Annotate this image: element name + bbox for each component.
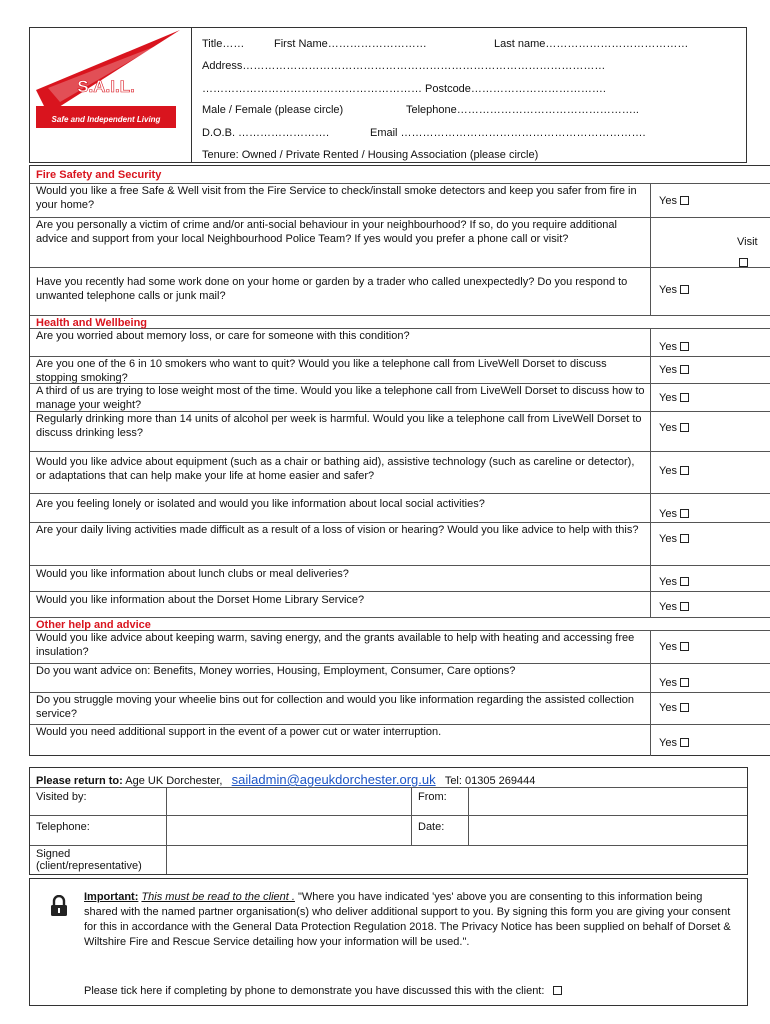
question-text: Regularly drinking more than 14 units of alcohol per week is harmful. Would you like a telephone call from LiveWell Dorset to discuss drinking less?	[36, 413, 642, 439]
important-lead: Important:	[84, 891, 139, 903]
answer-cell	[650, 357, 770, 383]
date-label-cell	[412, 816, 469, 845]
yes-label: Yes	[659, 195, 677, 207]
checkbox[interactable]	[680, 678, 689, 687]
yes-option[interactable]	[659, 422, 689, 434]
tenure-field[interactable]: Tenure: Owned / Private Rented / Housing Association (please circle)	[202, 149, 539, 161]
question-row	[30, 523, 770, 566]
checkbox[interactable]	[680, 534, 689, 543]
question-row	[30, 566, 770, 592]
return-label: Please return to:	[36, 775, 123, 787]
question-text: Are your daily living activities made difficult as a result of a loss of vision or hearing? Would you like advice to help with this?	[36, 524, 639, 536]
yes-label: Yes	[659, 341, 677, 353]
visited-row	[30, 788, 747, 816]
checkbox[interactable]	[680, 393, 689, 402]
question-text: Are you worried about memory loss, or care for someone with this condition?	[36, 330, 410, 342]
section-heading: Fire Safety and Security	[36, 169, 162, 181]
section-health-wellbeing	[30, 316, 770, 329]
from-label: From:	[418, 791, 447, 803]
yes-label: Yes	[659, 533, 677, 545]
yes-label: Yes	[659, 601, 677, 613]
question-row	[30, 357, 770, 384]
address-field[interactable]: Address………………………………………………………………………………………	[202, 60, 606, 72]
question-row	[30, 693, 770, 725]
answer-cell	[650, 384, 770, 411]
signed-text: Signed	[36, 848, 71, 860]
yes-option[interactable]	[659, 284, 689, 296]
yes-option[interactable]	[659, 533, 689, 545]
section-heading: Health and Wellbeing	[36, 317, 148, 329]
answer-cell	[650, 592, 770, 617]
visited-by-label: Visited by:	[36, 791, 87, 803]
question-text: Would you like advice about equipment (such as a chair or bathing aid), assistive technology (such as careline or detector), or adaptations that can help make your life at home easier and safer?	[36, 456, 635, 482]
yes-option[interactable]	[659, 508, 689, 520]
checkbox[interactable]	[680, 365, 689, 374]
return-org: Age UK Dorchester,	[125, 775, 223, 787]
return-details-table	[29, 767, 748, 875]
date-label: Date:	[418, 821, 445, 833]
answer-cell	[650, 631, 770, 663]
question-row	[30, 631, 770, 664]
checkbox[interactable]	[680, 738, 689, 747]
yes-label: Yes	[659, 392, 677, 404]
question-row	[30, 412, 770, 452]
answer-cell	[650, 494, 770, 522]
phone-tick-line	[84, 985, 562, 997]
visited-by-input[interactable]	[167, 788, 412, 815]
checkbox[interactable]	[680, 196, 689, 205]
checkbox[interactable]	[680, 577, 689, 586]
yes-option[interactable]	[659, 341, 689, 353]
yes-label: Yes	[659, 508, 677, 520]
visit-checkbox[interactable]	[739, 258, 748, 267]
yes-option[interactable]	[659, 702, 689, 714]
question-row	[30, 184, 770, 218]
telephone-field[interactable]: Telephone…………………………………………..	[406, 104, 639, 116]
return-telephone: Tel: 01305 269444	[444, 775, 536, 787]
question-text: Would you like information about lunch clubs or meal deliveries?	[36, 568, 349, 580]
question-row	[30, 329, 770, 357]
question-row	[30, 592, 770, 618]
visit-label: Visit	[737, 236, 758, 248]
answer-cell	[650, 268, 770, 315]
question-text: Have you recently had some work done on your home or garden by a trader who called unexpectedly? Do you respond to unwanted telephone calls or junk mail?	[36, 276, 628, 302]
important-subtitle: This must be read to the client .	[141, 891, 295, 903]
checkbox[interactable]	[680, 423, 689, 432]
important-body: "Where you have indicated 'yes' above you are consenting to this information being shared with the named partner organisation(s) who deliver additional support to you. By signing this form you are giving your consent for this in accordance with the General Data Protection Regulation 2018. The Privacy Notice has been supplied on behalf of Dorset & Wiltshire Fire and Rescue Service detailing how your information will be used.".	[84, 891, 731, 948]
yes-option[interactable]	[659, 601, 689, 613]
yes-label: Yes	[659, 364, 677, 376]
title-field[interactable]: Title……	[202, 38, 245, 50]
answer-cell	[650, 566, 770, 591]
yes-label: Yes	[659, 702, 677, 714]
signed-subtext: (client/representative)	[36, 860, 142, 872]
return-email-link[interactable]: sailadmin@ageukdorchester.org.uk	[231, 772, 436, 787]
from-label-cell	[412, 788, 469, 815]
answer-cell	[650, 412, 770, 451]
question-row	[30, 384, 770, 412]
answer-cell	[650, 523, 770, 565]
answer-cell	[650, 725, 770, 756]
return-line	[36, 772, 535, 787]
answer-cell	[650, 693, 770, 724]
date-input[interactable]	[469, 816, 747, 845]
section-heading: Other help and advice	[36, 619, 151, 631]
question-text: Do you struggle moving your wheelie bins out for collection and would you like information regarding the assisted collection service?	[36, 694, 634, 720]
answer-cell	[650, 452, 770, 493]
address-line2-postcode-field[interactable]: …………………………………………………… Postcode……………………………….	[202, 83, 606, 95]
section-other-help	[30, 618, 770, 631]
personal-details-box	[29, 27, 747, 163]
yes-option[interactable]	[659, 392, 689, 404]
dob-field[interactable]: D.O.B. …………………….	[202, 127, 330, 139]
answer-cell	[650, 218, 770, 267]
yes-option[interactable]	[659, 677, 689, 689]
section-fire-safety	[30, 166, 770, 184]
logo-cell	[30, 28, 192, 162]
padlock-icon	[50, 895, 68, 917]
checkbox[interactable]	[680, 466, 689, 475]
question-text: Would you like a free Safe & Well visit from the Fire Service to check/install smoke detectors and keep you safer from fire in your home?	[36, 185, 637, 211]
yes-option[interactable]	[659, 364, 689, 376]
question-row	[30, 452, 770, 494]
checkbox[interactable]	[680, 342, 689, 351]
question-row	[30, 218, 770, 268]
logo-title: S.A.I.L.	[77, 77, 135, 96]
yes-label: Yes	[659, 737, 677, 749]
answer-cell	[650, 329, 770, 356]
yes-label: Yes	[659, 284, 677, 296]
consent-text	[84, 890, 734, 950]
yes-option[interactable]	[659, 576, 689, 588]
question-row	[30, 725, 770, 756]
signed-row	[30, 846, 747, 874]
visited-by-label-cell	[30, 788, 167, 815]
important-notice-box	[29, 878, 748, 1006]
signature-input[interactable]	[167, 846, 747, 874]
telephone-label-cell	[30, 816, 167, 845]
question-text: Do you want advice on: Benefits, Money worries, Housing, Employment, Consumer, Care options?	[36, 665, 516, 677]
yes-option[interactable]	[659, 737, 689, 749]
answer-cell	[650, 184, 770, 217]
last-name-field[interactable]: Last name…………………………………	[494, 38, 689, 50]
sail-logo	[30, 28, 192, 162]
question-text: Are you feeling lonely or isolated and would you like information about local social activities?	[36, 498, 485, 510]
yes-option[interactable]	[659, 195, 689, 207]
checkbox[interactable]	[680, 642, 689, 651]
checkbox[interactable]	[680, 602, 689, 611]
telephone-input[interactable]	[167, 816, 412, 845]
question-text: Are you personally a victim of crime and/or anti-social behaviour in your neighbourhood? If so, do you require additional advice and support from your local Neighbourhood Police Team? If yes would you prefer a phone call or visit?	[36, 219, 617, 245]
checkbox[interactable]	[680, 703, 689, 712]
yes-label: Yes	[659, 422, 677, 434]
gender-field[interactable]: Male / Female (please circle)	[202, 104, 344, 116]
questions-table	[29, 165, 770, 756]
yes-label: Yes	[659, 677, 677, 689]
question-text: Would you like information about the Dorset Home Library Service?	[36, 594, 365, 606]
signed-label-cell	[30, 846, 167, 874]
yes-option[interactable]	[659, 641, 689, 653]
question-text: Are you one of the 6 in 10 smokers who want to quit? Would you like a telephone call from LiveWell Dorset to discuss stopping smoking?	[36, 358, 607, 384]
answer-cell	[650, 664, 770, 692]
question-text: Would you like advice about keeping warm, saving energy, and the grants available to help with heating and accessing free insulation?	[36, 632, 635, 658]
question-text: Would you need additional support in the event of a power cut or water interruption.	[36, 726, 442, 738]
telephone-label: Telephone:	[36, 821, 90, 833]
logo-tagline: Safe and Independent Living	[51, 115, 161, 124]
question-text: A third of us are trying to lose weight most of the time. Would you like a telephone call from LiveWell Dorset to discuss how to manage your weight?	[36, 385, 645, 411]
question-row	[30, 494, 770, 523]
first-name-field[interactable]: First Name………………………	[274, 38, 427, 50]
telephone-row	[30, 816, 747, 846]
signed-label	[36, 848, 142, 872]
yes-label: Yes	[659, 576, 677, 588]
question-row	[30, 268, 770, 316]
yes-label: Yes	[659, 465, 677, 477]
yes-label: Yes	[659, 641, 677, 653]
checkbox[interactable]	[680, 285, 689, 294]
phone-tick-checkbox[interactable]	[553, 986, 562, 995]
from-input[interactable]	[469, 788, 747, 815]
phone-tick-label: Please tick here if completing by phone to demonstrate you have discussed this with the client:	[84, 985, 545, 997]
question-row	[30, 664, 770, 693]
yes-option[interactable]	[659, 465, 689, 477]
checkbox[interactable]	[680, 509, 689, 518]
return-row	[30, 768, 747, 788]
email-field[interactable]: Email ………………………………………………………….	[370, 127, 646, 139]
